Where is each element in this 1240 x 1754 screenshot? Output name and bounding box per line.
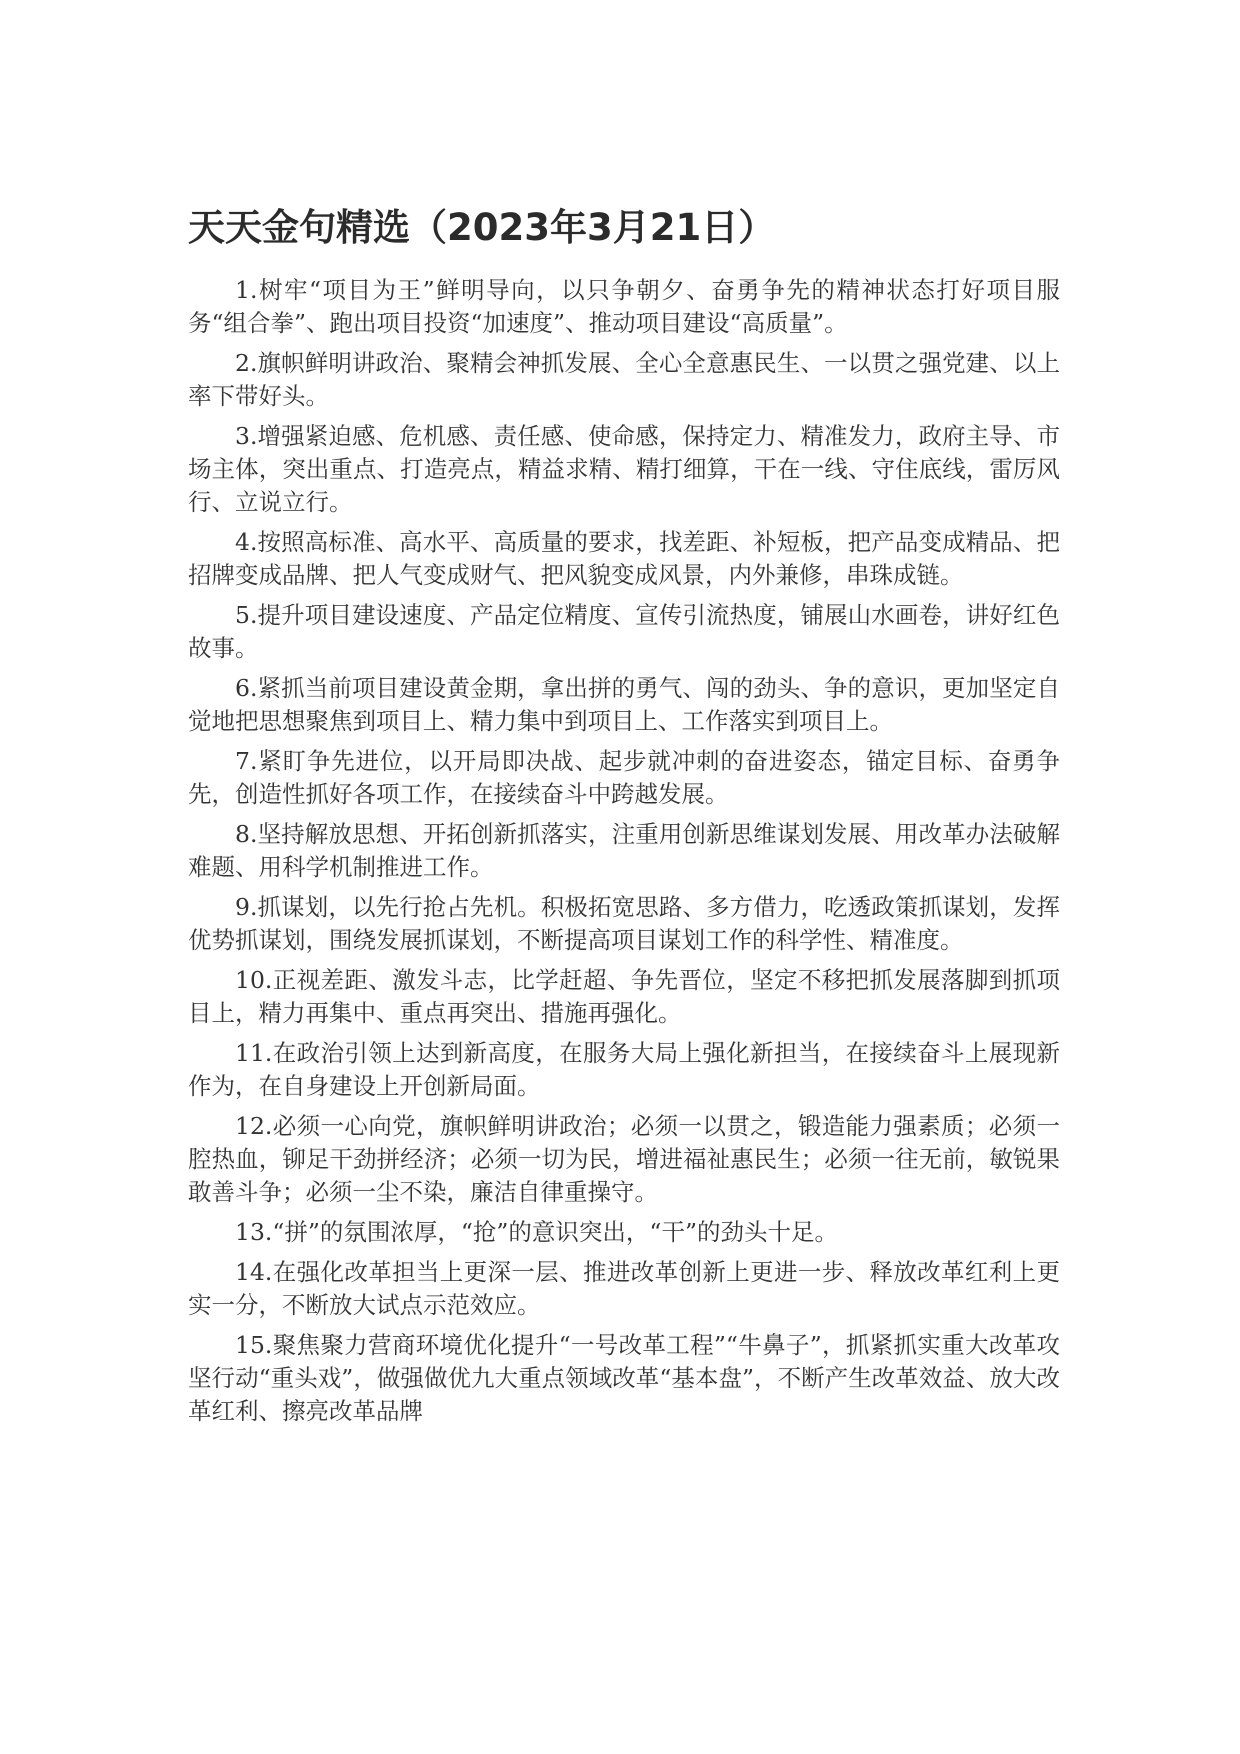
- quote-item: 12.必须一心向党，旗帜鲜明讲政治；必须一以贯之，锻造能力强素质；必须一腔热血，铆足干劲拼经济；必须一切为民，增进福祉惠民生；必须一往无前，敏锐果敢善斗争；必须一尘不染，廉洁自律重操守。: [188, 1112, 1060, 1206]
- quote-item: 2.旗帜鲜明讲政治、聚精会神抓发展、全心全意惠民生、一以贯之强党建、以上率下带好头。: [188, 349, 1060, 410]
- quote-item: 15.聚焦聚力营商环境优化提升“一号改革工程”“牛鼻子”，抓紧抓实重大改革攻坚行动“重头戏”，做强做优九大重点领域改革“基本盘”，不断产生改革效益、放大改革红利、擦亮改革品牌: [188, 1331, 1060, 1425]
- quote-item: 10.正视差距、激发斗志，比学赶超、争先晋位，坚定不移把抓发展落脚到抓项目上，精力再集中、重点再突出、措施再强化。: [188, 966, 1060, 1027]
- quote-item: 11.在政治引领上达到新高度，在服务大局上强化新担当，在接续奋斗上展现新作为，在自身建设上开创新局面。: [188, 1039, 1060, 1100]
- quote-item: 9.抓谋划，以先行抢占先机。积极拓宽思路、多方借力，吃透政策抓谋划，发挥优势抓谋划，围绕发展抓谋划，不断提高项目谋划工作的科学性、精准度。: [188, 893, 1060, 954]
- document-title: 天天金句精选（2023年3月21日）: [188, 206, 776, 249]
- quote-item: 14.在强化改革担当上更深一层、推进改革创新上更进一步、释放改革红利上更实一分，不断放大试点示范效应。: [188, 1258, 1060, 1319]
- quote-item: 1.树牢“项目为王”鲜明导向，以只争朝夕、奋勇争先的精神状态打好项目服务“组合拳”、跑出项目投资“加速度”、推动项目建设“高质量”。: [188, 276, 1060, 337]
- quote-item: 3.增强紧迫感、危机感、责任感、使命感，保持定力、精准发力，政府主导、市场主体，突出重点、打造亮点，精益求精、精打细算，干在一线、守住底线，雷厉风行、立说立行。: [188, 422, 1060, 516]
- quote-item: 6.紧抓当前项目建设黄金期，拿出拼的勇气、闯的劲头、争的意识，更加坚定自觉地把思想聚焦到项目上、精力集中到项目上、工作落实到项目上。: [188, 674, 1060, 735]
- quote-item: 8.坚持解放思想、开拓创新抓落实，注重用创新思维谋划发展、用改革办法破解难题、用科学机制推进工作。: [188, 820, 1060, 881]
- quote-item: 4.按照高标准、高水平、高质量的要求，找差距、补短板，把产品变成精品、把招牌变成品牌、把人气变成财气、把风貌变成风景，内外兼修，串珠成链。: [188, 528, 1060, 589]
- quote-item: 7.紧盯争先进位，以开局即决战、起步就冲刺的奋进姿态，锚定目标、奋勇争先，创造性抓好各项工作，在接续奋斗中跨越发展。: [188, 747, 1060, 808]
- quote-list: [188, 274, 1060, 1435]
- quote-item: 13.“拼”的氛围浓厚，“抢”的意识突出，“干”的劲头十足。: [235, 1218, 838, 1246]
- quote-item: 5.提升项目建设速度、产品定位精度、宣传引流热度，铺展山水画卷，讲好红色故事。: [188, 601, 1060, 662]
